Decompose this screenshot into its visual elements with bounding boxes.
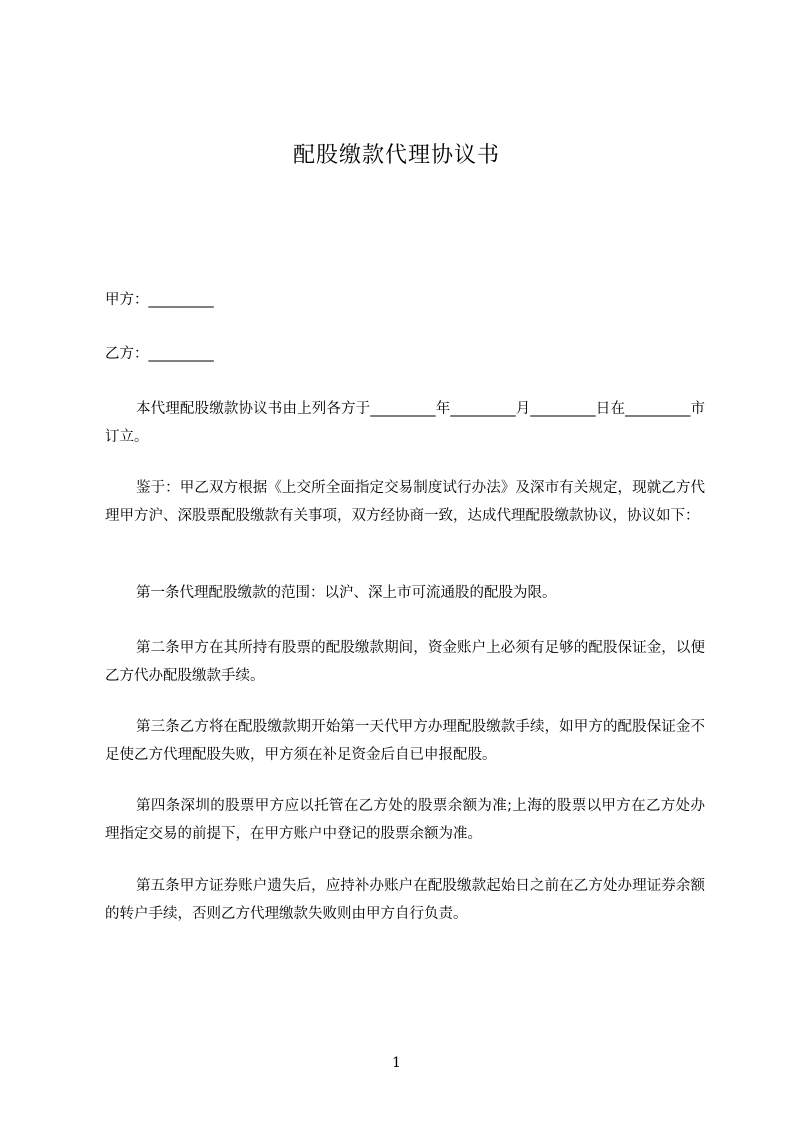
article-3: 第三条乙方将在配股缴款期开始第一天代甲方办理配股缴款手续，如甲方的配股保证金不足使乙方代理配股失败，甲方须在补足资金后自已申报配股。 bbox=[105, 719, 705, 763]
intro-paragraph: 本代理配股缴款协议书由上列各方于_________年_________月_________日在_________市订立。 bbox=[105, 401, 705, 445]
page-number: 1 bbox=[392, 1055, 401, 1071]
whereas-paragraph: 鉴于：甲乙双方根据《上交所全面指定交易制度试行办法》及深市有关规定，现就乙方代理甲方沪、深股票配股缴款有关事项，双方经协商一致，达成代理配股缴款协议，协议如下： bbox=[105, 480, 705, 524]
article-5: 第五条甲方证券账户遗失后，应持补办账户在配股缴款起始日之前在乙方处办理证券余额的转户手续，否则乙方代理缴款失败则由甲方自行负责。 bbox=[105, 878, 705, 922]
party-a-line: 甲方：_________ bbox=[105, 292, 214, 308]
article-4: 第四条深圳的股票甲方应以托管在乙方处的股票余额为准;上海的股票以甲方在乙方处办理指定交易的前提下，在甲方账户中登记的股票余额为准。 bbox=[105, 798, 705, 842]
article-2: 第二条甲方在其所持有股票的配股缴款期间，资金账户上必须有足够的配股保证金，以便乙方代办配股缴款手续。 bbox=[105, 640, 705, 684]
party-b-line: 乙方：_________ bbox=[105, 346, 214, 362]
article-1: 第一条代理配股缴款的范围：以沪、深上市可流通股的配股为限。 bbox=[136, 585, 557, 601]
page-title: 配股缴款代理协议书 bbox=[292, 143, 500, 168]
